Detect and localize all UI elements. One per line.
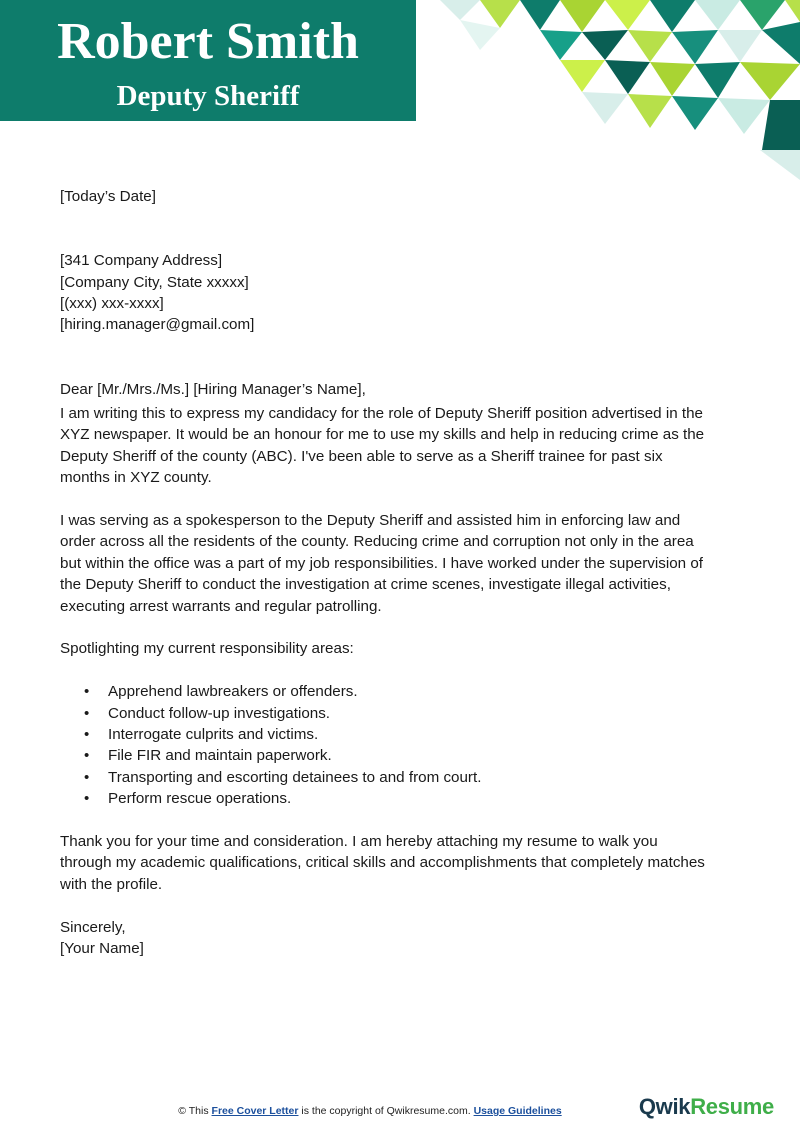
deco-triangle <box>650 62 695 96</box>
deco-triangle <box>650 0 695 32</box>
paragraph-closing <box>60 831 750 895</box>
paragraph-line: the Deputy Sheriff to conduct the investigation at crime scenes, investigate illegal activities, <box>60 576 671 594</box>
deco-triangle <box>520 0 560 30</box>
job-title: Deputy Sheriff <box>116 80 300 112</box>
company-address <box>60 250 750 336</box>
logo-part-resume: Resume <box>690 1094 774 1119</box>
deco-triangle <box>582 30 628 60</box>
signature: [Your Name] <box>60 940 144 958</box>
paragraph-experience <box>60 510 750 617</box>
logo-part-qwik: Qwik <box>638 1094 691 1119</box>
deco-triangle <box>760 150 800 180</box>
deco-triangle <box>718 30 762 62</box>
deco-triangle <box>605 0 650 30</box>
paragraph-line: with the profile. <box>60 875 163 893</box>
paragraph-line: Thank you for your time and consideration. I am hereby attaching my resume to walk you <box>60 833 658 851</box>
qwikresume-logo <box>639 1094 774 1120</box>
deco-triangle <box>560 0 605 32</box>
footer-middle: is the copyright of Qwikresume.com. <box>301 1105 471 1117</box>
letter-body <box>60 186 750 959</box>
paragraph-line: executing arrest warrants and regular patrolling. <box>60 597 382 615</box>
paragraph-line: I am writing this to express my candidacy for the role of Deputy Sheriff position advertised in the <box>60 405 703 422</box>
list-item: • Interrogate culprits and victims. <box>60 724 750 745</box>
paragraph-intro <box>60 403 750 489</box>
responsibility-list <box>60 681 750 809</box>
header-banner <box>0 0 416 121</box>
applicant-name: Robert Smith <box>57 13 359 70</box>
deco-triangle <box>672 30 718 64</box>
deco-triangle <box>695 0 740 30</box>
salutation: Dear [Mr./Mrs./Ms.] [Hiring Manager’s Name], <box>60 380 366 398</box>
deco-triangle <box>540 30 582 60</box>
paragraph-line: XYZ newspaper. It would be an honour for me to use my skills and help in reducing crime as the <box>60 426 705 444</box>
paragraph-line: months in XYZ county. <box>60 469 212 487</box>
address-line: [hiring.manager@gmail.com] <box>60 316 255 334</box>
paragraph-line: Deputy Sheriff of the county (ABC). I've been able to serve as a Sheriff trainee for past six <box>60 447 663 465</box>
list-item: • Conduct follow-up investigations. <box>60 703 750 724</box>
deco-triangle <box>762 22 800 64</box>
deco-triangle <box>628 94 672 128</box>
address-line: [341 Company Address] <box>60 252 223 270</box>
deco-triangle <box>480 0 520 28</box>
deco-triangle <box>718 98 770 134</box>
deco-triangle <box>740 0 785 30</box>
list-item: • Apprehend lawbreakers or offenders. <box>60 681 750 702</box>
deco-triangle <box>460 20 500 50</box>
deco-triangle <box>560 60 605 92</box>
deco-triangle <box>695 62 740 98</box>
deco-triangle <box>628 30 672 62</box>
paragraph-line: through my academic qualifications, critical skills and accomplishments that completely matches <box>60 854 705 872</box>
usage-guidelines-link[interactable]: Usage Guidelines <box>473 1105 562 1117</box>
address-line: [(xxx) xxx-xxxx] <box>60 295 164 312</box>
deco-triangle <box>672 96 718 130</box>
list-item: • File FIR and maintain paperwork. <box>60 745 750 766</box>
list-intro: Spotlighting my current responsibility areas: <box>60 640 354 658</box>
list-item: • Perform rescue operations. <box>60 788 750 809</box>
closing: Sincerely, <box>60 918 126 936</box>
deco-triangle <box>582 92 628 124</box>
paragraph-line: I was serving as a spokesperson to the Deputy Sheriff and assisted him in enforcing law and <box>60 512 681 530</box>
deco-triangle <box>440 0 480 20</box>
list-item: • Transporting and escorting detainees to and from court. <box>60 767 750 788</box>
paragraph-line: order across all the residents of the county. Reducing crime and corruption not only in the area <box>60 533 694 551</box>
deco-triangle <box>785 0 800 22</box>
deco-triangle <box>605 60 650 94</box>
paragraph-line: but within the office was a part of my job responsibilities. I have worked under the supervision of <box>60 554 703 572</box>
footer-prefix: © This <box>178 1105 209 1117</box>
copyright-footer <box>0 1105 740 1117</box>
free-cover-letter-link[interactable]: Free Cover Letter <box>211 1105 299 1117</box>
decorative-triangles <box>430 0 800 180</box>
letter-date: [Today’s Date] <box>60 188 156 205</box>
address-line: [Company City, State xxxxx] <box>60 273 249 291</box>
deco-triangle <box>740 62 800 100</box>
deco-triangle <box>762 100 800 150</box>
